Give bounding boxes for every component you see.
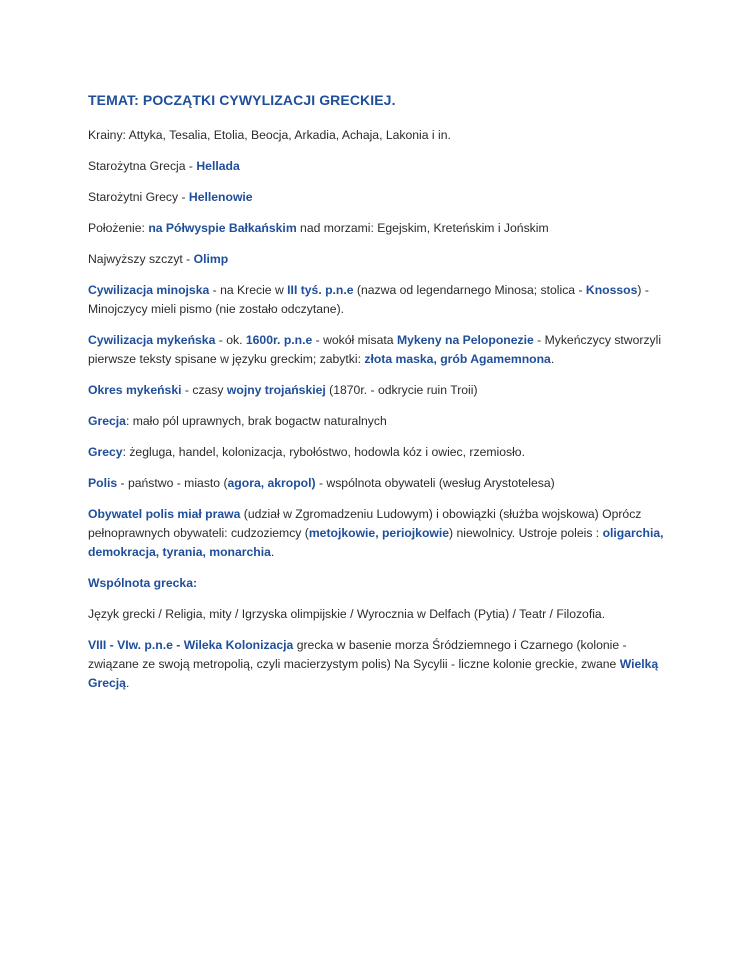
body-text: - Mykeńczycy stworzyli pierwsze teksty spisane w języku greckim; zabytki: — [88, 333, 662, 366]
paragraph — [88, 126, 668, 145]
highlighted-text: Olimp — [193, 252, 229, 266]
body-text: Najwyższy szczyt - — [88, 252, 194, 266]
body-text: ) - Minojczycy mieli pismo (nie zostało odczytane). — [88, 283, 649, 316]
paragraph — [88, 219, 668, 238]
paragraph — [88, 381, 668, 400]
highlighted-text: Obywatel polis miał prawa — [88, 507, 241, 521]
body-text: (nazwa od legendarnego Minosa; stolica - — [353, 283, 586, 297]
body-text: ) niewolnicy. Ustroje poleis : — [449, 526, 603, 540]
body-text: (udział w Zgromadzeniu Ludowym) i obowiązki (służba wojskowa) Oprócz pełnoprawnych obywateli: cudzoziemcy ( — [88, 507, 642, 540]
body-text: - na Krecie w — [209, 283, 288, 297]
paragraph — [88, 636, 668, 693]
body-text: - państwo - miasto ( — [117, 476, 228, 490]
highlighted-text: agora, akropol) — [227, 476, 316, 490]
highlighted-text: oligarchia, demokracja, tyrania, monarchia — [88, 526, 664, 559]
highlighted-text: Cywilizacja mykeńska — [88, 333, 216, 347]
body-text: (1870r. - odkrycie ruin Troii) — [325, 383, 478, 397]
body-text: Język grecki / Religia, mity / Igrzyska olimpijskie / Wyrocznia w Delfach (Pytia) / Teatr / Filozofia. — [88, 607, 606, 621]
body-text: - wspólnota obywateli (wesług Arystotelesa) — [315, 476, 555, 490]
paragraph — [88, 474, 668, 493]
paragraph — [88, 250, 668, 269]
highlighted-text: Mykeny na Peloponezie — [396, 333, 534, 347]
body-text: Położenie: — [88, 221, 149, 235]
paragraph — [88, 505, 668, 562]
document-page — [88, 90, 668, 705]
highlighted-text: Hellada — [196, 159, 240, 173]
paragraph — [88, 605, 668, 624]
highlighted-text: Okres mykeński — [88, 383, 182, 397]
paragraph — [88, 188, 668, 207]
body-text: Krainy: Attyka, Tesalia, Etolia, Beocja, Arkadia, Achaja, Lakonia i in. — [88, 128, 451, 142]
highlighted-text: Grecja — [88, 414, 126, 428]
highlighted-text: Cywilizacja minojska — [88, 283, 210, 297]
paragraph — [88, 157, 668, 176]
body-text: . — [270, 545, 275, 559]
highlighted-text: Knossos — [585, 283, 638, 297]
document-body — [88, 126, 668, 693]
body-text: - ok. — [215, 333, 246, 347]
paragraph — [88, 331, 668, 369]
paragraph — [88, 574, 668, 593]
highlighted-text: Polis — [88, 476, 118, 490]
body-text: Starożytni Grecy - — [88, 190, 189, 204]
highlighted-text: Wspólnota grecka: — [88, 576, 198, 590]
body-text: : mało pól uprawnych, brak bogactw naturalnych — [125, 414, 387, 428]
highlighted-text: wojny trojańskiej — [226, 383, 326, 397]
body-text: nad morzami: Egejskim, Kreteńskim i Jońskim — [296, 221, 549, 235]
highlighted-text: III tyś. p.n.e — [287, 283, 354, 297]
body-text: Starożytna Grecja - — [88, 159, 197, 173]
highlighted-text: złota maska, grób Agamemnona — [364, 352, 551, 366]
highlighted-text: metojkowie, periojkowie — [308, 526, 450, 540]
highlighted-text: Wielką Grecją — [88, 657, 659, 690]
highlighted-text: VIII - VIw. p.n.e - Wileka Kolonizacja — [88, 638, 294, 652]
body-text: : żegluga, handel, kolonizacja, rybołóstwo, hodowla kóz i owiec, rzemiosło. — [122, 445, 525, 459]
paragraph — [88, 443, 668, 462]
highlighted-text: Hellenowie — [188, 190, 253, 204]
highlighted-text: 1600r. p.n.e — [245, 333, 313, 347]
highlighted-text: na Półwyspie Bałkańskim — [148, 221, 297, 235]
body-text: . — [125, 676, 130, 690]
paragraph — [88, 412, 668, 431]
body-text: - czasy — [181, 383, 227, 397]
body-text: . — [550, 352, 555, 366]
body-text: - wokół misata — [312, 333, 397, 347]
body-text: grecka w basenie morza Śródziemnego i Czarnego (kolonie - związane ze swoją metropolią, czyli macierzystym polis) Na Sycylii - liczne kolonie greckie, zwane — [88, 638, 627, 671]
document-title: TEMAT: POCZĄTKI CYWYLIZACJI GRECKIEJ. — [88, 92, 396, 108]
paragraph — [88, 281, 668, 319]
highlighted-text: Grecy — [88, 445, 123, 459]
